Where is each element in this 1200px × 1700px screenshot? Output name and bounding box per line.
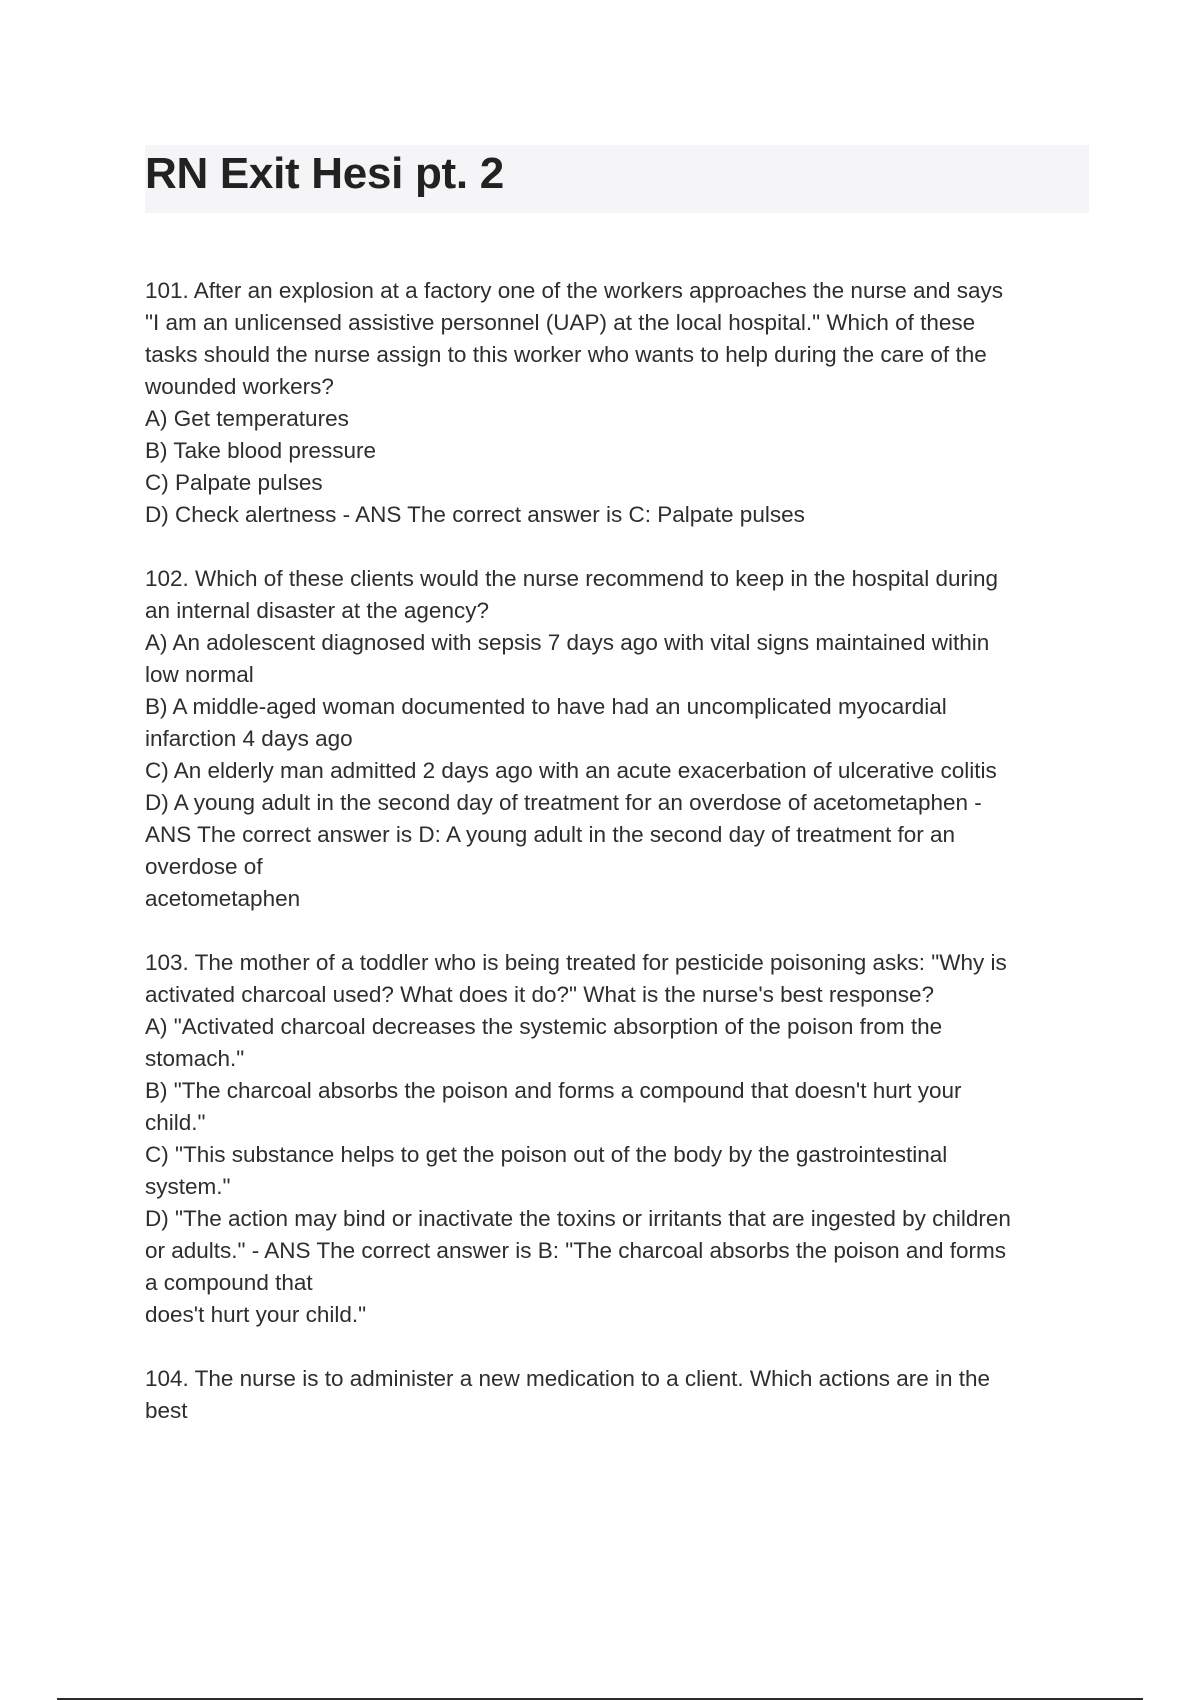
question-text-line: activated charcoal used? What does it do?" What is the nurse's best response? (145, 982, 934, 1007)
answer-option-b-cont: infarction 4 days ago (145, 726, 353, 751)
question-text-line: best (145, 1398, 188, 1423)
question-102 (145, 563, 1085, 915)
question-104 (145, 1363, 1085, 1427)
answer-option-b: B) A middle-aged woman documented to have had an uncomplicated myocardial (145, 694, 947, 719)
question-list (145, 275, 1085, 1459)
answer-option-a: A) "Activated charcoal decreases the systemic absorption of the poison from the (145, 1014, 943, 1039)
question-103 (145, 947, 1085, 1331)
answer-option-a-cont: low normal (145, 662, 254, 687)
page-title: RN Exit Hesi pt. 2 (145, 149, 504, 198)
question-101 (145, 275, 1085, 531)
answer-option-a: A) An adolescent diagnosed with sepsis 7 days ago with vital signs maintained within (145, 630, 990, 655)
answer-option-a-cont: stomach." (145, 1046, 245, 1071)
answer-explanation-line: acetometaphen (145, 886, 301, 911)
question-text-line: "I am an unlicensed assistive personnel (UAP) at the local hospital." Which of these (145, 310, 976, 335)
answer-option-b: B) Take blood pressure (145, 438, 376, 463)
answer-explanation-line: a compound that (145, 1270, 313, 1295)
answer-option-c: C) "This substance helps to get the poison out of the body by the gastrointestinal (145, 1142, 948, 1167)
answer-option-b-cont: child." (145, 1110, 206, 1135)
answer-explanation-line: ANS The correct answer is D: A young adult in the second day of treatment for an (145, 822, 956, 847)
answer-option-c-cont: system." (145, 1174, 231, 1199)
answer-option-d: D) A young adult in the second day of treatment for an overdose of acetometaphen - (145, 790, 982, 815)
answer-option-d: D) "The action may bind or inactivate the toxins or irritants that are ingested by children (145, 1206, 1011, 1231)
question-text-line: 103. The mother of a toddler who is being treated for pesticide poisoning asks: "Why is (145, 950, 1007, 975)
answer-option-b: B) "The charcoal absorbs the poison and forms a compound that doesn't hurt your (145, 1078, 962, 1103)
answer-option-d: D) Check alertness - ANS The correct answer is C: Palpate pulses (145, 502, 805, 527)
answer-option-c: C) Palpate pulses (145, 470, 323, 495)
question-text-line: tasks should the nurse assign to this worker who wants to help during the care of the (145, 342, 987, 367)
question-text-line: wounded workers? (145, 374, 334, 399)
question-text-line: an internal disaster at the agency? (145, 598, 489, 623)
question-text-line: 102. Which of these clients would the nurse recommend to keep in the hospital during (145, 566, 998, 591)
question-text-line: 104. The nurse is to administer a new medication to a client. Which actions are in the (145, 1366, 991, 1391)
answer-option-a: A) Get temperatures (145, 406, 349, 431)
answer-explanation-line: does't hurt your child." (145, 1302, 367, 1327)
answer-option-c: C) An elderly man admitted 2 days ago with an acute exacerbation of ulcerative colitis (145, 758, 997, 783)
question-text-line: 101. After an explosion at a factory one of the workers approaches the nurse and says (145, 278, 1004, 303)
answer-explanation-line: or adults." - ANS The correct answer is B: "The charcoal absorbs the poison and forms (145, 1238, 1006, 1263)
answer-explanation-line: overdose of (145, 854, 263, 879)
